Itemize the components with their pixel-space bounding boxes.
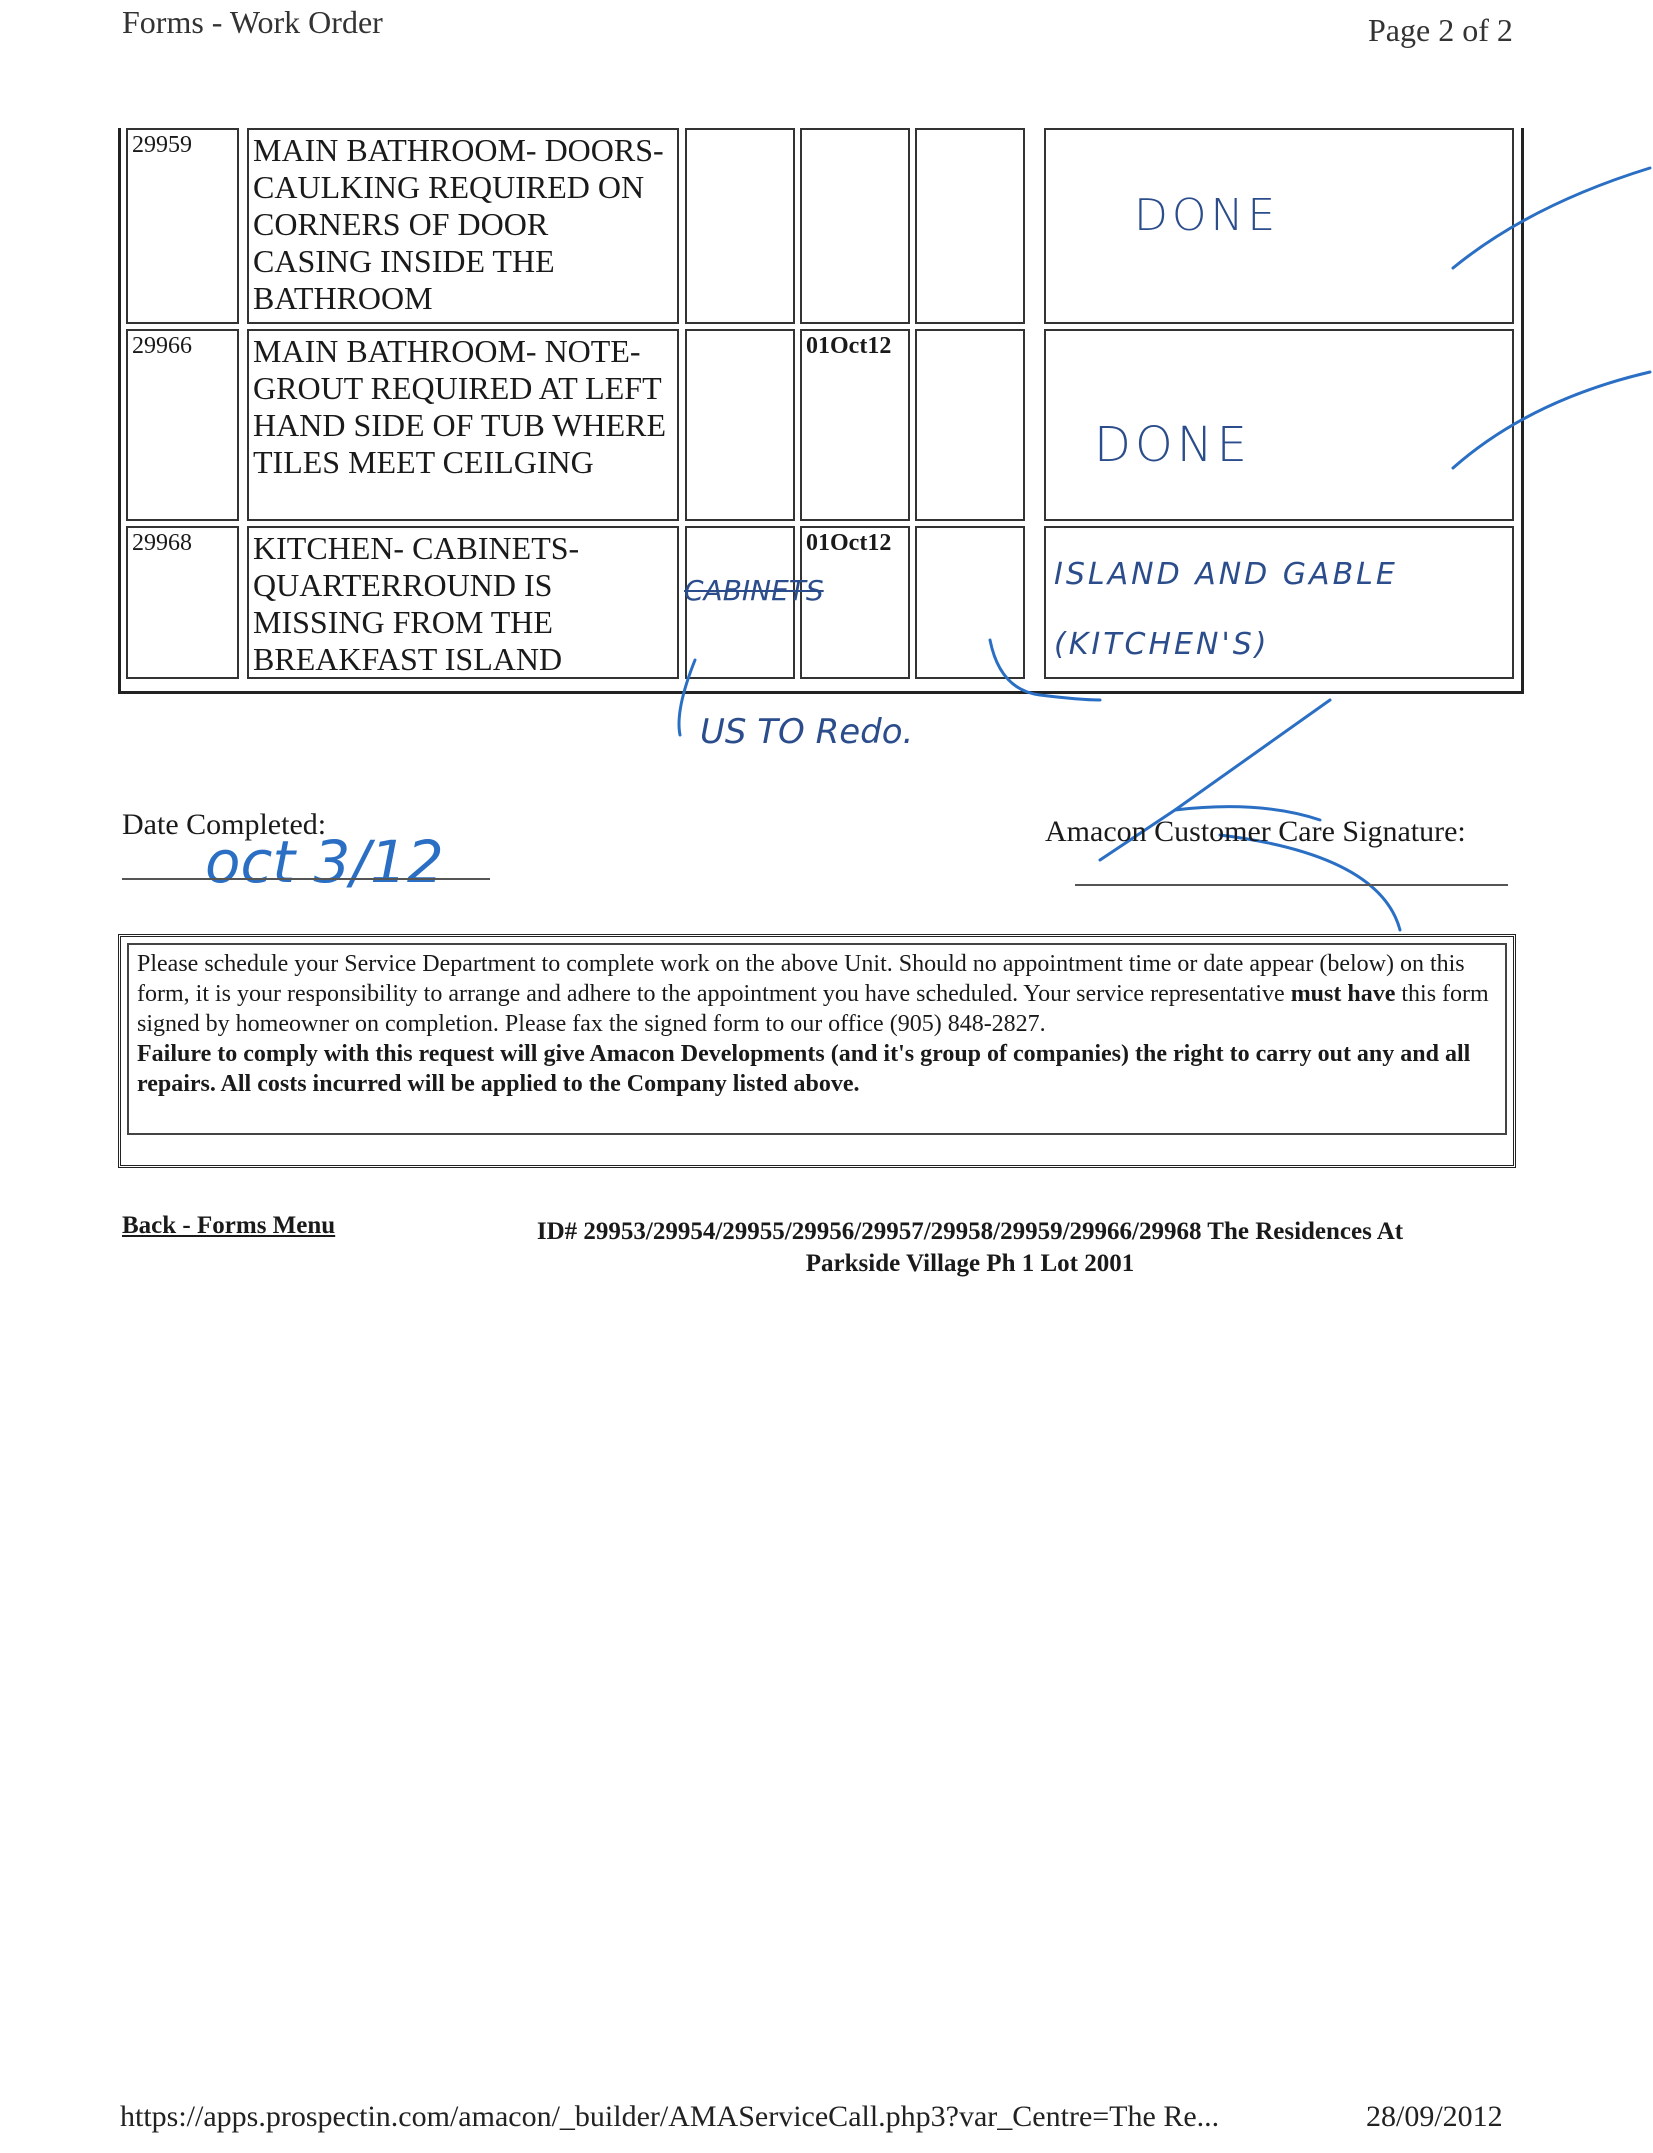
row-date: 01Oct12 bbox=[800, 329, 910, 521]
crossed-out-word: CABINETS bbox=[684, 574, 824, 607]
arrow-stroke bbox=[990, 640, 1100, 700]
document-title: Forms - Work Order bbox=[122, 4, 383, 40]
notice-body: Please schedule your Service Department to complete work on the above Unit. Should no appointment time or date appear (below) on this form, it is your responsibility to arrange and adhere to the appointment you have scheduled. Your service representative bbox=[137, 951, 1465, 1007]
notice-body-cont: this form signed by homeowner on completion. Please fax the signed form to our office (905) 848-2827. bbox=[137, 981, 1489, 1037]
page-url: https://apps.prospectin.com/amacon/_builder/AMAServiceCall.php3?var_Centre=The Re... bbox=[120, 2100, 1220, 2133]
id-reference bbox=[470, 1216, 1470, 1280]
date-line bbox=[122, 878, 490, 880]
row-id-29968: 29968 bbox=[126, 526, 239, 679]
notice-emphasis: must have bbox=[1290, 981, 1396, 1007]
handwritten-date: oct 3/12 bbox=[205, 828, 444, 896]
notice-box bbox=[118, 934, 1516, 1168]
signature-label: Amacon Customer Care Signature: bbox=[1045, 815, 1466, 848]
page-number: Page 2 of 2 bbox=[1368, 12, 1513, 48]
print-date: 28/09/2012 bbox=[1366, 2100, 1503, 2133]
row-description: MAIN BATHROOM- NOTE- GROUT REQUIRED AT LEFT HAND SIDE OF TUB WHERE TILES MEET CEILGING bbox=[247, 329, 679, 521]
check-mark-stroke bbox=[1453, 168, 1650, 268]
row-id-29966: 29966 bbox=[126, 329, 239, 521]
row-id-29959: 29959 bbox=[126, 128, 239, 324]
handwritten-note: DONE bbox=[1134, 190, 1280, 241]
handwritten-note: ISLAND AND GABLE (KITCHEN'S) bbox=[1054, 557, 1398, 662]
signature-stroke bbox=[1220, 835, 1400, 930]
arrow-stroke bbox=[679, 660, 695, 735]
row-description: KITCHEN- CABINETS- QUARTERROUND IS MISSING FROM THE BREAKFAST ISLAND bbox=[247, 526, 679, 679]
signature-line bbox=[1075, 884, 1508, 886]
handwritten-note: DONE bbox=[1094, 417, 1251, 473]
back-forms-menu-link[interactable]: Back - Forms Menu bbox=[122, 1212, 336, 1239]
row-date: 01Oct12 bbox=[800, 526, 910, 679]
notice-warning: Failure to comply with this request will give Amacon Developments (and it's group of companies) the right to carry out any and all repairs. All costs incurred will be applied to the Company listed above. bbox=[137, 1041, 1471, 1097]
date-completed-label: Date Completed: bbox=[122, 808, 327, 841]
notice-text bbox=[127, 943, 1507, 1135]
check-mark-stroke bbox=[1453, 372, 1650, 468]
handwritten-annotation: US TO Redo. bbox=[700, 712, 914, 752]
id-line-2: Parkside Village Ph 1 Lot 2001 bbox=[805, 1250, 1135, 1277]
row-description: MAIN BATHROOM- DOORS-CAULKING REQUIRED ON CORNERS OF DOOR CASING INSIDE THE BATHROOM bbox=[247, 128, 679, 324]
id-line-1: ID# 29953/29954/29955/29956/29957/29958/29959/29966/29968 The Residences At bbox=[536, 1218, 1404, 1245]
